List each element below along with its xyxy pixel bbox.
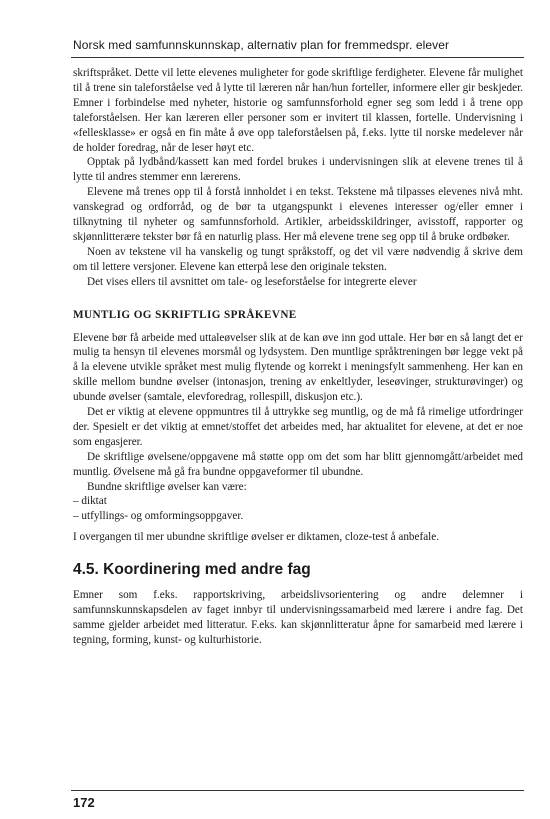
page-number: 172	[73, 795, 95, 810]
paragraph: Det vises ellers til avsnittet om tale- og leseforståelse for integrerte elever	[87, 275, 417, 288]
running-title: Norsk med samfunnskunnskap, alternativ plan for fremmedspr. elever	[73, 38, 450, 52]
exercise-list	[73, 494, 523, 524]
footer-rule	[71, 790, 524, 791]
chapter-heading: 4.5. Koordinering med andre fag	[73, 561, 311, 579]
section-heading: MUNTLIG OG SKRIFTLIG SPRÅKEVNE	[73, 308, 297, 321]
list-item: – utfyllings- og omformingsoppgaver.	[73, 509, 523, 524]
list-item: – diktat	[73, 494, 523, 509]
list-intro: Bundne skriftlige øvelser kan være:	[87, 480, 247, 493]
paragraph: Opptak på lydbånd/kassett kan med fordel brukes i undervisningen slik at elevene trenes til å lytte til andres stemmer enn lærerens.	[73, 156, 523, 184]
paragraph: Elevene bør få arbeide med uttaleøvelser slik at de kan øve inn god uttale. Her bør en så langt det er mulig ta hensyn til elevenes morsmål og lydsystem. Den muntlige språktreningen bør legge vekt på å la elevene utvikle språket mest mulig flytende og korrekt i meningsfylt sammenheng. Her kan en skille mellom bundne øvelser (intonasjon, trening av enkeltlyder, leseøvinger, strukturøvinger) og ubunde øvelser (samtale, elevforedrag, rollespill, diskusjon etc.).	[73, 331, 523, 404]
paragraph: I overgangen til mer ubundne skriftlige øvelser er diktamen, cloze-test å anbefale.	[73, 531, 440, 544]
paragraph: Noen av tekstene vil ha vanskelig og tungt språkstoff, og det vil være nødvendig å skrive dem om til lettere versjoner. Elevene kan etterpå lese den originale teksten.	[73, 245, 523, 273]
paragraph: Elevene må trenes opp til å forstå innholdet i en tekst. Tekstene må tilpasses elevenes nivå mht. vanskegrad og ordforråd, og de bør ta utgangspunkt i elevenes interesser og/eller emner i tilknytning til nyheter og samfunnsforhold. Artikler, arbeidsskildringer, avisstoff, rapporter og skjønnlitterære tekster bør få en naturlig plass. Her må elevene trene seg opp til å bruke ordbøker.	[73, 186, 523, 243]
paragraph-continued: skriftspråket. Dette vil lette elevenes muligheter for gode skriftlige ferdigheter. Elevene får mulighet til å trene sin taleforståelse ved å lytte til læreren når han/hun forteller, informere eller gir beskjeder. Emner i forbindelse med nyheter, historie og samfunnsforhold egner seg som ledd i å trene opp taleforståelsen. Her kan læreren eller personer som er invitert til klassen, fortelle. Undervisning i «fellesklasse» er også en fin måte å øve opp taleforståelsen på, f.eks. lytte til norske medelever når de holder foredrag, når de leser høyt etc.	[73, 67, 523, 154]
paragraph: De skriftlige øvelsene/oppgavene må støtte opp om det som har blitt gjennomgått/arbeidet med muntlig. Øvelsene må gå fra bundne oppgaveformer til ubundne.	[73, 450, 523, 478]
paragraph: Det er viktig at elevene oppmuntres til å uttrykke seg muntlig, og de må få rimelige utfordringer der. Spesielt er det viktig at emnet/stoffet det arbeides med, har aktualitet for elevene, at det er noe som engasjerer.	[73, 406, 523, 448]
paragraph: Emner som f.eks. rapportskriving, arbeidslivsorientering og andre delemner i samfunnskunnskapsdelen av faget innbyr til undervisningssamarbeid med lærere i andre fag. Det samme gjelder arbeidet med litteratur. F.eks. kan skjønnlitteratur åpne for samarbeid med lærere i tegning, forming, kunst- og kulturhistorie.	[73, 589, 523, 646]
header-rule	[71, 57, 524, 58]
page-body	[73, 66, 523, 648]
